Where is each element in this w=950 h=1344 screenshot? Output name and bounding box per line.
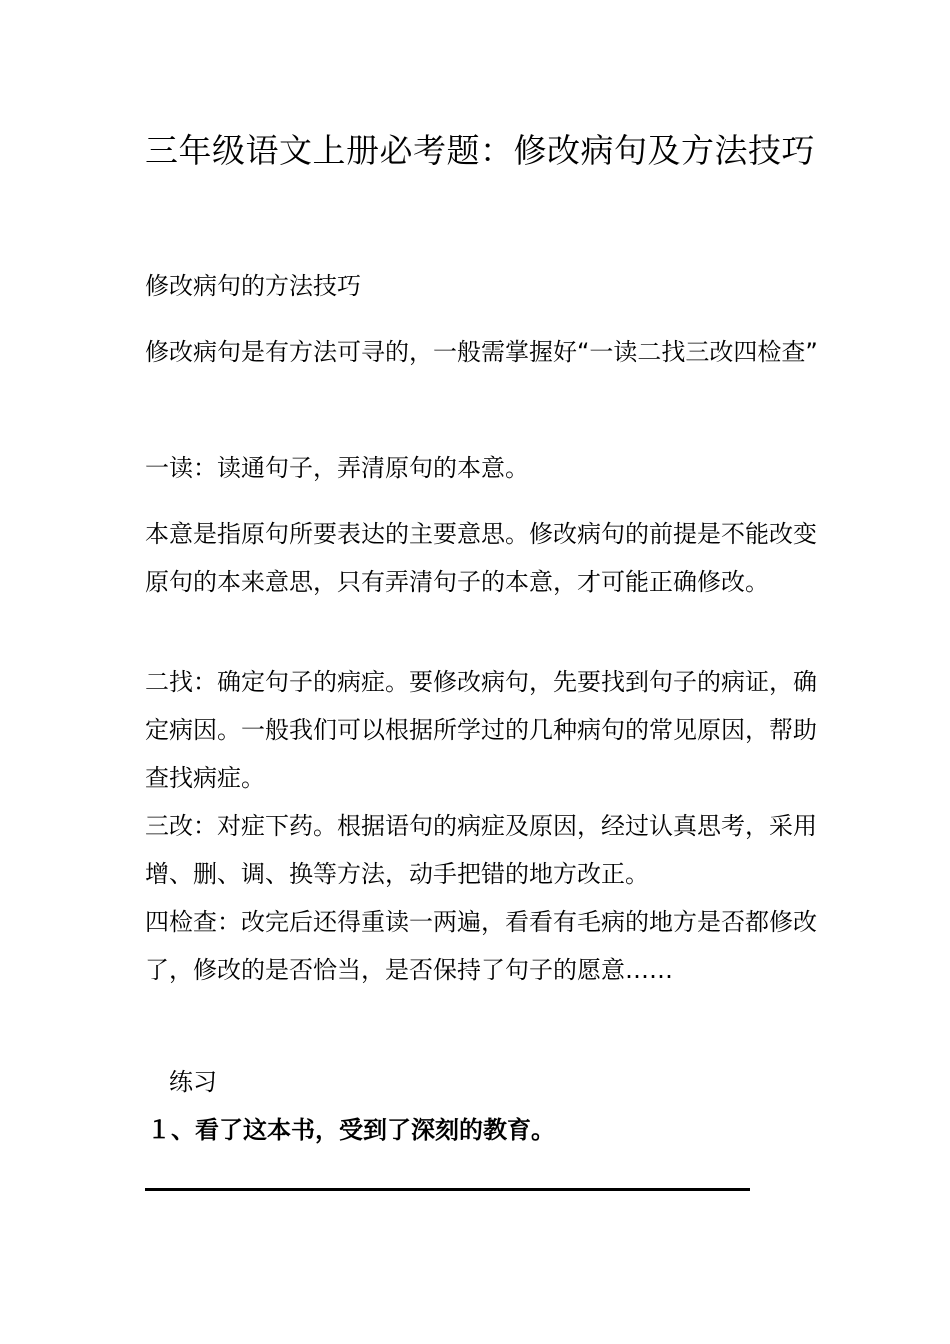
page-title: 三年级语文上册必考题：修改病句及方法技巧 [145,131,815,170]
step-check-paragraph: 四检查：改完后还得重读一两遍，看看有毛病的地方是否都修改了，修改的是否恰当，是否保持了句子的愿意…… [145,908,817,984]
practice-heading: 练习 [169,1068,217,1096]
read-explanation-paragraph: 本意是指原句所要表达的主要意思。修改病句的前提是不能改变原句的本来意思，只有弄清句子的本意，才可能正确修改。 [145,520,817,596]
exercise-item: １、看了这本书，受到了深刻的教育。 [147,1116,555,1144]
step-read-paragraph: 一读：读通句子，弄清原句的本意。 [145,454,529,482]
step-find-paragraph: 二找：确定句子的病症。要修改病句，先要找到句子的病证，确定病因。一般我们可以根据所学过的几种病句的常见原因，帮助查找病症。 [145,668,817,792]
section-subheading: 修改病句的方法技巧 [145,272,361,300]
intro-paragraph: 修改病句是有方法可寻的，一般需掌握好“一读二找三改四检查” [145,338,818,366]
answer-line [145,1188,750,1191]
step-fix-paragraph: 三改：对症下药。根据语句的病症及原因，经过认真思考，采用增、删、调、换等方法，动手把错的地方改正。 [145,812,817,888]
